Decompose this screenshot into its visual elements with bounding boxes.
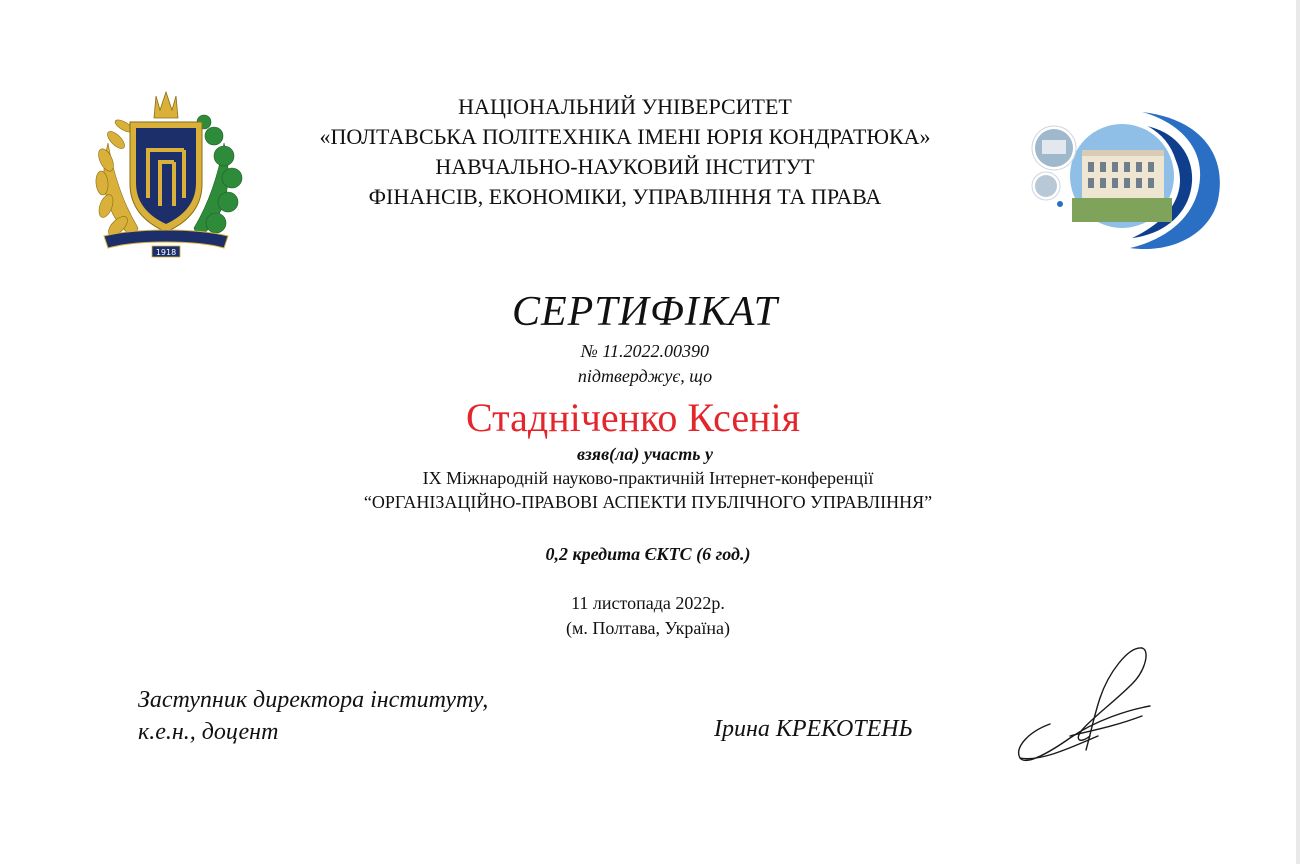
header-line-4: ФІНАНСІВ, ЕКОНОМІКИ, УПРАВЛІННЯ ТА ПРАВА (368, 184, 882, 209)
page-edge (1296, 0, 1300, 864)
header-line-1: НАЦІОНАЛЬНИЙ УНІВЕРСИТЕТ (458, 94, 792, 119)
confirms-text: підтверджує, що (577, 366, 713, 386)
ects-credits: 0,2 кредита ЄКТС (6 год.) (545, 544, 751, 564)
signatory-position (138, 684, 488, 748)
conference-date: 11 листопада 2022р. (571, 593, 725, 613)
header-line-3: НАВЧАЛЬНО-НАУКОВИЙ ІНСТИТУТ (435, 154, 815, 179)
participation-text: взяв(ла) участь у (576, 444, 713, 464)
handwritten-signature-icon (1010, 640, 1160, 770)
signatory-position-line-1: Заступник директора інституту, (138, 687, 489, 713)
university-coat-of-arms-icon (86, 88, 246, 263)
recipient-name: Стадніченко Ксенія (465, 395, 801, 440)
conference-description: ІХ Міжнародній науково-практичній Інтернет-конференції (422, 468, 874, 488)
signatory-position-line-2: к.е.н., доцент (138, 719, 279, 745)
signatory-name: Ірина КРЕКОТЕНЬ (714, 716, 913, 742)
header-line-2: «ПОЛТАВСЬКА ПОЛІТЕХНІКА ІМЕНІ ЮРІЯ КОНДРАТЮКА» (319, 124, 931, 149)
institution-header (250, 92, 1000, 212)
conference-place: (м. Полтава, Україна) (566, 618, 730, 638)
certificate-title: СЕРТИФІКАТ (511, 289, 779, 335)
university-building-photo-icon (1022, 112, 1228, 254)
logo-year: 1918 (155, 248, 177, 257)
certificate-number: № 11.2022.00390 (580, 341, 710, 361)
conference-title: “ОРГАНІЗАЦІЙНО-ПРАВОВІ АСПЕКТИ ПУБЛІЧНОГО УПРАВЛІННЯ” (363, 492, 933, 512)
